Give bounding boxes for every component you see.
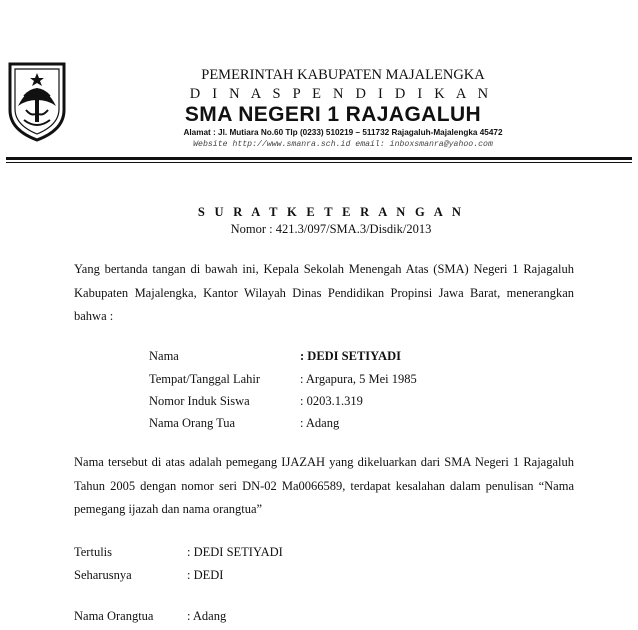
letter-title: S U R A T K E T E R A N G A N bbox=[197, 205, 465, 219]
identity-value-parent: : Adang bbox=[300, 416, 340, 430]
correction-value-parent: : Adang bbox=[187, 609, 227, 623]
school-address: Alamat : Jl. Mutiara No.60 Tlp (0233) 510219 – 511732 Rajagaluh-Majalengka 45472 bbox=[183, 128, 503, 137]
intro-paragraph: Yang bertanda tangan di bawah ini, Kepala Sekolah Menengah Atas (SMA) Negeri 1 Rajagaluh Kabupaten Majalengka, Kantor Wilayah Dinas Pendidikan Propinsi Jawa Barat, menerangkan bahwa : bbox=[74, 262, 574, 323]
identity-label-birth: Tempat/Tanggal Lahir bbox=[149, 372, 261, 386]
header-rule-thin bbox=[6, 162, 632, 163]
identity-value-student-number: : 0203.1.319 bbox=[300, 394, 363, 408]
identity-label-student-number: Nomor Induk Siswa bbox=[149, 394, 250, 408]
correction-label-parent: Nama Orangtua bbox=[74, 609, 154, 623]
header-rule-thick bbox=[6, 157, 632, 160]
identity-value-birth: : Argapura, 5 Mei 1985 bbox=[300, 372, 417, 386]
correction-label-should-be: Seharusnya bbox=[74, 568, 132, 582]
identity-label-name: Nama bbox=[149, 349, 179, 363]
government-name: PEMERINTAH KABUPATEN MAJALENGKA bbox=[201, 67, 485, 83]
school-contact: Website http://www.smanra.sch.id email: inboxsmanra@yahoo.com bbox=[193, 140, 493, 149]
identity-value-name: : DEDI SETIYADI bbox=[300, 349, 401, 363]
department-name: D I N A S P E N D I D I K A N bbox=[189, 86, 493, 102]
school-name: SMA NEGERI 1 RAJAGALUH bbox=[184, 103, 482, 126]
correction-label-written: Tertulis bbox=[74, 545, 113, 559]
letter-number: Nomor : 421.3/097/SMA.3/Disdik/2013 bbox=[230, 222, 432, 236]
identity-label-parent: Nama Orang Tua bbox=[149, 416, 236, 430]
correction-value-written: : DEDI SETIYADI bbox=[187, 545, 283, 559]
correction-value-should-be: : DEDI bbox=[187, 568, 224, 582]
body-paragraph: Nama tersebut di atas adalah pemegang IJAZAH yang dikeluarkan dari SMA Negeri 1 Rajagaluh Tahun 2005 dengan nomor seri DN-02 Ma0066589, terdapat kesalahan dalam penulisan “Nama pemegang ijazah dan nama orangtua” bbox=[74, 455, 574, 516]
